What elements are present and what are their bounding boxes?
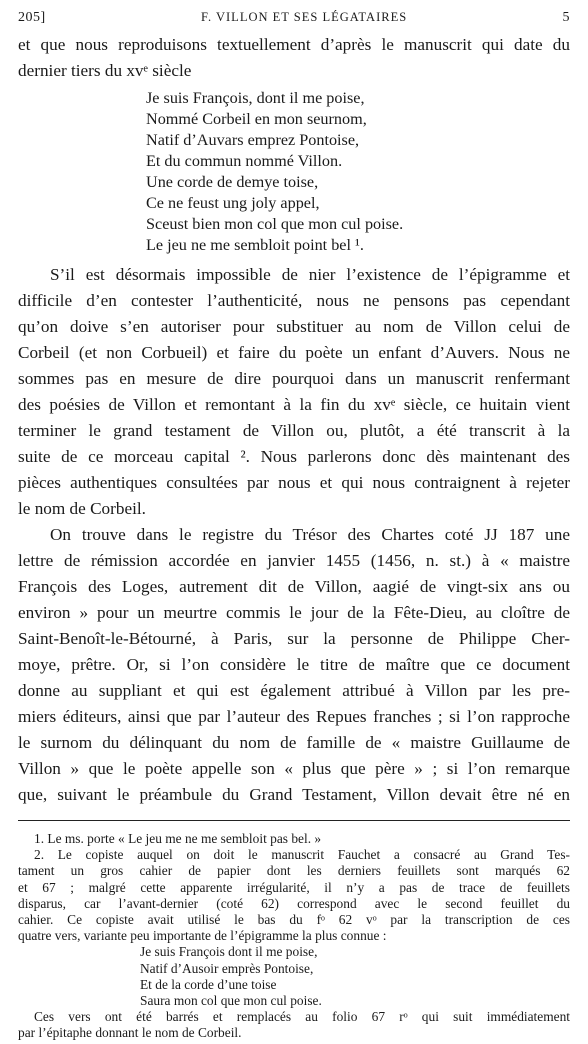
text-line: environ » pour un meurtre commis le jour de la Fête-Dieu, au cloître de	[18, 603, 570, 622]
footnote-1: 1. Le ms. porte « Le jeu me ne me sembloit pas bel. »	[34, 831, 322, 846]
footnote-rule	[18, 820, 570, 821]
intro-paragraph	[18, 32, 570, 84]
running-head	[18, 10, 570, 32]
running-title: F. VILLON ET SES LÉGATAIRES	[201, 10, 408, 24]
footnote-line: tament un gros cahier de papier dont les derniers feuillets sont marqués 62	[18, 863, 570, 879]
text-line: miers éditeurs, ainsi que par l’auteur des Repues franches ; si l’on rapproche	[18, 707, 570, 726]
verse-line: Je suis François dont il me poise,	[140, 944, 318, 960]
footnote-line: quatre vers, variante peu importante de l’épigramme la plus connue :	[18, 928, 387, 944]
text-line: qu’on doive s’en autoriser pour substituer au nom de Villon celui de	[18, 317, 570, 336]
verse-line: Ce ne feust ung joly appel,	[146, 194, 320, 212]
footnote-line: cahier. Ce copiste avait utilisé le bas du fᵒ 62 vᵒ par la transcription de ces	[18, 912, 570, 928]
text-line: des poésies de Villon et remontant à la fin du xvᵉ siècle, ce huitain vient	[18, 395, 570, 414]
paragraph-tresor-des-chartes	[18, 522, 570, 808]
verse-line: Nommé Corbeil en mon seurnom,	[146, 110, 367, 128]
verse-line: Natif d’Ausoir emprès Pontoise,	[140, 960, 314, 976]
footnote-2	[18, 847, 570, 944]
epigram-verse	[146, 88, 570, 256]
verse-line: Et du commun nommé Villon.	[146, 152, 343, 170]
body-text	[18, 32, 570, 808]
page-ref: 205]	[18, 10, 46, 25]
footnote-line: et 67 ; malgré cette apparente irrégularité, il n’y a pas de trace de feuillets	[18, 879, 570, 895]
paragraph-existence	[18, 262, 570, 522]
verse-line: Le jeu ne me sembloit point bel ¹.	[146, 236, 364, 254]
verse-line: Natif d’Auvars emprez Pontoise,	[146, 131, 360, 149]
verse-line: Saura mon col que mon cul poise.	[140, 993, 322, 1009]
footnote-verse	[140, 944, 570, 1009]
page	[18, 10, 570, 1042]
verse-line: Et de la corde d’une toise	[140, 976, 277, 992]
text-line: le surnom du délinquant du nom de famille de « maistre Guillaume de	[18, 733, 570, 752]
page-number: 5	[562, 10, 570, 25]
text-line: Corbeil (et non Corbueil) et faire du poète un enfant d’Auvers. Nous ne	[18, 343, 570, 362]
text-line: moye, prêtre. Or, si l’on considère le titre de maître que ce document	[18, 655, 570, 674]
verse-line: Je suis François, dont il me poise,	[146, 89, 365, 107]
text-line: lettre de rémission accordée en janvier 1455 (1456, n. st.) à « maistre	[18, 551, 570, 570]
text-line: suite de ce morceau capital ². Nous parlerons donc dès maintenant des	[18, 447, 570, 466]
verse-line: Sceust bien mon col que mon cul poise.	[146, 215, 404, 233]
text-line: difficile d’en contester l’authenticité, nous ne pensons pas cependant	[18, 291, 570, 310]
verse-line: Une corde de demye toise,	[146, 173, 319, 191]
text-line: que, suivant le préambule du Grand Testament, Villon devait être né en	[18, 785, 570, 804]
text-line: On trouve dans le registre du Trésor des Chartes coté JJ 187 une	[50, 525, 570, 544]
footnote-line: 2. Le copiste auquel on doit le manuscrit Fauchet a consacré au Grand Tes-	[34, 847, 570, 863]
footnote-line: disparus, car l’avant-dernier (coté 62) correspond avec le second feuillet du	[18, 895, 570, 911]
text-line: et que nous reproduisons textuellement d’après le manuscrit qui date du	[18, 35, 570, 54]
text-line: François des Loges, autrement dit de Villon, aagié de vingt-six ans ou	[18, 577, 570, 596]
footnote-line: Ces vers ont été barrés et remplacés au folio 67 rᵒ qui suit immédiatement	[34, 1009, 570, 1025]
text-line: S’il est désormais impossible de nier l’existence de l’épigramme et	[50, 265, 570, 284]
text-line: donne au suppliant et qui est également attribué à Villon par les pre-	[18, 681, 570, 700]
text-line: Saint-Benoît-le-Bétourné, à Paris, sur la personne de Philippe Cher-	[18, 629, 570, 648]
text-line: le nom de Corbeil.	[18, 499, 146, 518]
text-line: pièces authentiques consultées par nous et qui nous contraignent à rejeter	[18, 473, 570, 492]
text-line: terminer le grand testament de Villon ou, plutôt, a été transcrit à la	[18, 421, 570, 440]
footnotes	[18, 831, 570, 1042]
text-line: Villon » que le poète appelle son « plus que père » ; si l’on remarque	[18, 759, 570, 778]
text-line: dernier tiers du xvᵉ siècle	[18, 61, 192, 80]
footnote-2-end	[18, 1009, 570, 1041]
footnote-line: par l’épitaphe donnant le nom de Corbeil.	[18, 1025, 242, 1041]
text-line: sommes pas en mesure de dire pourquoi dans un manuscrit renfermant	[18, 369, 570, 388]
